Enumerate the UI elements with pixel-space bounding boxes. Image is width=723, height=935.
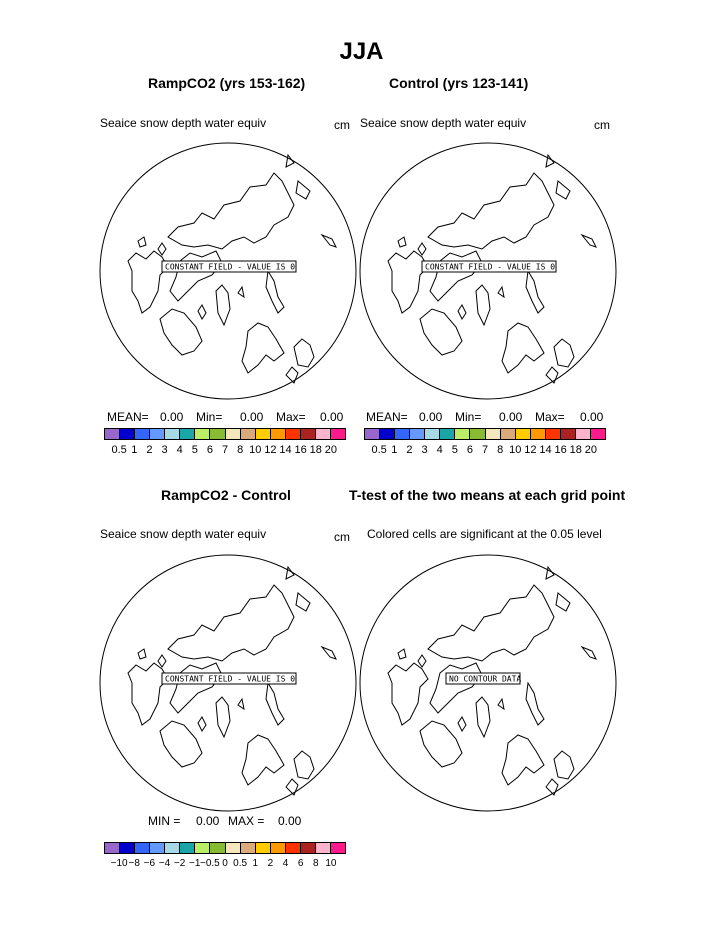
colorbar-tick-label: 2 — [267, 858, 274, 869]
colorbar-swatch — [286, 429, 301, 439]
colorbar-swatch — [331, 843, 345, 853]
colorbar-tick-label: −2 — [173, 858, 186, 869]
coastline — [502, 323, 544, 373]
colorbar-tick-label: 18 — [569, 444, 582, 456]
colorbar-tick-label: 12 — [524, 444, 537, 456]
panel-3-max-label: MAX = — [228, 814, 265, 828]
coastline — [242, 323, 284, 373]
colorbar-swatch — [150, 429, 165, 439]
figure-title: JJA — [339, 38, 384, 65]
coastline — [296, 181, 310, 199]
panel-3-max-value: 0.00 — [278, 814, 302, 828]
coastline — [554, 751, 574, 779]
panel-1-colorbar-ticks — [104, 444, 346, 458]
colorbar-tick-label: 14 — [279, 444, 292, 456]
colorbar-swatch — [120, 429, 135, 439]
coastline — [216, 285, 230, 325]
colorbar-swatch — [271, 843, 286, 853]
coastline — [458, 717, 466, 731]
panel-1-polar-map — [98, 141, 358, 401]
colorbar-tick-label: 0 — [222, 858, 228, 869]
colorbar-tick-label: 6 — [297, 858, 304, 869]
panel-3-min-value: 0.00 — [196, 814, 220, 828]
colorbar-tick-label: 8 — [497, 444, 504, 456]
colorbar-swatch — [120, 843, 135, 853]
colorbar-swatch — [180, 429, 195, 439]
coastline — [476, 697, 490, 737]
colorbar-tick-label: 7 — [481, 444, 489, 456]
colorbar-tick-label: 5 — [451, 444, 458, 456]
colorbar-swatch — [516, 429, 531, 439]
colorbar-tick-label: 10 — [325, 858, 337, 869]
coastline — [388, 251, 428, 313]
panel-3-title: RampCO2 - Control — [161, 487, 291, 503]
colorbar-swatch — [135, 843, 150, 853]
coastline — [286, 567, 294, 579]
panel-2-min-label: Min= — [455, 410, 482, 424]
panel-3-units: cm — [334, 530, 350, 544]
panel-1-max-value: 0.00 — [320, 410, 344, 424]
coastline — [198, 305, 206, 319]
colorbar-swatch — [210, 429, 225, 439]
panel-2-polar-map — [358, 141, 618, 401]
coastline — [158, 655, 166, 667]
colorbar-tick-label: 16 — [554, 444, 567, 456]
panel-2-colorbar — [364, 428, 606, 440]
coastline — [546, 155, 554, 167]
coastline — [388, 663, 428, 725]
coastline — [128, 663, 168, 725]
colorbar-tick-label: 0.5 — [111, 444, 127, 456]
colorbar-tick-label: 0.5 — [233, 858, 248, 869]
coastline — [216, 697, 230, 737]
colorbar-swatch — [271, 429, 286, 439]
map-label-text: CONSTANT FIELD - VALUE IS 0 — [165, 674, 296, 684]
coastline — [286, 779, 298, 795]
coastline — [138, 649, 146, 659]
colorbar-tick-label: 12 — [264, 444, 277, 456]
coastline — [242, 735, 284, 785]
colorbar-swatch — [365, 429, 380, 439]
colorbar-swatch — [561, 429, 576, 439]
colorbar-swatch — [180, 843, 195, 853]
coastline — [398, 649, 406, 659]
panel-2-max-value: 0.00 — [580, 410, 604, 424]
colorbar-swatch — [486, 429, 501, 439]
panel-1-mean-label: MEAN= — [107, 410, 149, 424]
colorbar-tick-label: 4 — [176, 444, 183, 456]
colorbar-swatch — [316, 843, 331, 853]
coastline — [322, 235, 336, 247]
coastline — [430, 251, 482, 301]
coastline — [286, 155, 294, 167]
panel-3-colorbar-ticks — [104, 858, 346, 872]
colorbar-swatch — [316, 429, 331, 439]
coastline — [458, 305, 466, 319]
panel-3-min-label: MIN = — [148, 814, 181, 828]
colorbar-swatch — [501, 429, 516, 439]
colorbar-swatch — [256, 429, 271, 439]
panel-2-mean-label: MEAN= — [366, 410, 408, 424]
panel-2-colorbar-ticks — [364, 444, 606, 458]
colorbar-swatch — [455, 429, 470, 439]
colorbar-swatch — [165, 843, 180, 853]
colorbar-tick-label: −6 — [143, 858, 156, 869]
panel-4-polar-map — [358, 553, 618, 813]
coastline — [286, 367, 298, 383]
colorbar-swatch — [470, 429, 485, 439]
panel-2-mean-value: 0.00 — [419, 410, 443, 424]
colorbar-swatch — [105, 843, 120, 853]
colorbar-tick-label: 7 — [221, 444, 229, 456]
coastline — [498, 287, 504, 297]
colorbar-swatch — [380, 429, 395, 439]
colorbar-swatch — [425, 429, 440, 439]
coastline — [160, 309, 202, 355]
coastline — [428, 173, 554, 249]
colorbar-swatch — [226, 429, 241, 439]
colorbar-swatch — [241, 843, 256, 853]
panel-1-min-value: 0.00 — [240, 410, 264, 424]
coastline — [168, 173, 294, 249]
colorbar-swatch — [150, 843, 165, 853]
colorbar-swatch — [241, 429, 256, 439]
coastline — [418, 655, 426, 667]
coastline — [582, 235, 596, 247]
coastline — [322, 647, 336, 659]
colorbar-swatch — [410, 429, 425, 439]
colorbar-tick-label: 20 — [324, 444, 337, 456]
colorbar-tick-label: 8 — [312, 858, 319, 869]
coastline — [266, 271, 284, 313]
coastline — [546, 779, 558, 795]
colorbar-tick-label: 1 — [131, 444, 138, 456]
coastline — [546, 567, 554, 579]
panel-1-min-label: Min= — [196, 410, 223, 424]
panel-2-units: cm — [594, 118, 610, 132]
colorbar-swatch — [135, 429, 150, 439]
colorbar-tick-label: −1 — [189, 858, 201, 869]
coastline — [526, 271, 544, 313]
panel-2-title: Control (yrs 123-141) — [389, 75, 529, 91]
colorbar-tick-label: 4 — [436, 444, 443, 456]
coastline — [128, 251, 168, 313]
colorbar-swatch — [226, 843, 241, 853]
panel-1-max-label: Max= — [276, 410, 306, 424]
colorbar-swatch — [165, 429, 180, 439]
coastline — [546, 367, 558, 383]
colorbar-swatch — [195, 843, 210, 853]
coastline — [476, 285, 490, 325]
coastline — [582, 647, 596, 659]
coastline — [238, 699, 244, 709]
panel-1-mean-value: 0.00 — [160, 410, 184, 424]
colorbar-tick-label: −4 — [158, 858, 171, 869]
coastline — [556, 181, 570, 199]
panel-4-subtitle: Colored cells are significant at the 0.05 level — [367, 527, 602, 541]
colorbar-swatch — [286, 843, 301, 853]
coastline — [170, 663, 222, 713]
colorbar-tick-label: 0.5 — [371, 444, 387, 456]
coastline — [266, 683, 284, 725]
colorbar-tick-label: −0.5 — [200, 858, 220, 869]
colorbar-swatch — [331, 429, 345, 439]
colorbar-tick-label: 6 — [206, 444, 213, 456]
coastline — [398, 237, 406, 247]
colorbar-swatch — [531, 429, 546, 439]
colorbar-swatch — [395, 429, 410, 439]
colorbar-tick-label: 5 — [191, 444, 198, 456]
colorbar-tick-label: 1 — [391, 444, 398, 456]
colorbar-tick-label: −8 — [128, 858, 140, 869]
coastline — [198, 717, 206, 731]
coastline — [526, 683, 544, 725]
panel-1-title: RampCO2 (yrs 153-162) — [148, 75, 306, 91]
colorbar-swatch — [591, 429, 605, 439]
colorbar-swatch — [440, 429, 455, 439]
panel-3-polar-map — [98, 553, 358, 813]
colorbar-tick-label: 3 — [421, 444, 428, 456]
colorbar-tick-label: 10 — [509, 444, 522, 456]
coastline — [418, 243, 426, 255]
map-label-text: NO CONTOUR DATA — [449, 674, 522, 684]
coastline — [294, 339, 314, 367]
panel-3-colorbar — [104, 842, 346, 854]
panel-2-min-value: 0.00 — [499, 410, 523, 424]
coastline — [420, 721, 462, 767]
panel-2-max-label: Max= — [535, 410, 565, 424]
colorbar-swatch — [301, 429, 316, 439]
colorbar-tick-label: 14 — [539, 444, 552, 456]
coastline — [430, 663, 482, 713]
colorbar-tick-label: 6 — [466, 444, 473, 456]
coastline — [428, 585, 554, 661]
colorbar-tick-label: 8 — [237, 444, 244, 456]
colorbar-tick-label: 10 — [249, 444, 262, 456]
colorbar-swatch — [210, 843, 225, 853]
colorbar-swatch — [546, 429, 561, 439]
colorbar-tick-label: 18 — [309, 444, 322, 456]
colorbar-tick-label: 20 — [584, 444, 597, 456]
coastline — [502, 735, 544, 785]
coastline — [158, 243, 166, 255]
colorbar-swatch — [256, 843, 271, 853]
coastline — [554, 339, 574, 367]
colorbar-swatch — [576, 429, 591, 439]
coastline — [168, 585, 294, 661]
colorbar-swatch — [195, 429, 210, 439]
colorbar-tick-label: 1 — [252, 858, 259, 869]
colorbar-tick-label: −10 — [110, 858, 128, 869]
map-label-text: CONSTANT FIELD - VALUE IS 0 — [165, 262, 296, 272]
coastline — [498, 699, 504, 709]
colorbar-tick-label: 3 — [161, 444, 168, 456]
panel-1-subtitle: Seaice snow depth water equiv — [100, 116, 267, 130]
panel-3-subtitle: Seaice snow depth water equiv — [100, 527, 267, 541]
coastline — [170, 251, 222, 301]
colorbar-tick-label: 2 — [146, 444, 153, 456]
colorbar-swatch — [301, 843, 316, 853]
colorbar-tick-label: 2 — [406, 444, 413, 456]
coastline — [138, 237, 146, 247]
map-label-text: CONSTANT FIELD - VALUE IS 0 — [425, 262, 556, 272]
colorbar-tick-label: 16 — [294, 444, 307, 456]
colorbar-tick-label: 4 — [282, 858, 289, 869]
panel-1-units: cm — [334, 118, 350, 132]
panel-4-title: T-test of the two means at each grid point — [349, 487, 626, 503]
colorbar-swatch — [105, 429, 120, 439]
coastline — [238, 287, 244, 297]
coastline — [294, 751, 314, 779]
coastline — [160, 721, 202, 767]
coastline — [420, 309, 462, 355]
coastline — [296, 593, 310, 611]
panel-1-colorbar — [104, 428, 346, 440]
panel-2-subtitle: Seaice snow depth water equiv — [360, 116, 527, 130]
coastline — [556, 593, 570, 611]
